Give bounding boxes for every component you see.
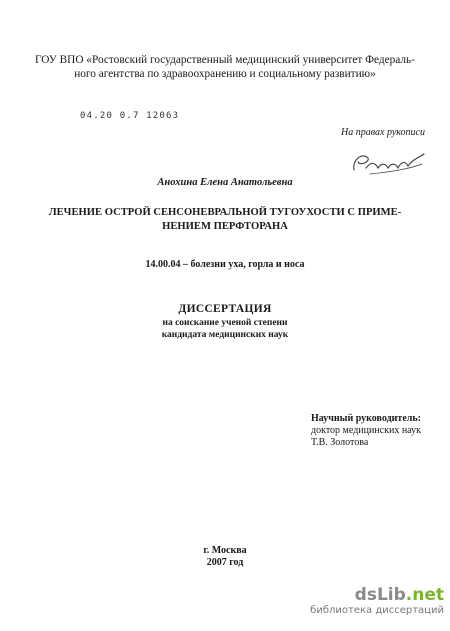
degree-line-1: на соискание ученой степени — [162, 318, 288, 328]
handwritten-signature-icon — [348, 140, 428, 180]
specialty-code: 14.00.04 – болезни уха, горла и носа — [145, 259, 305, 270]
watermark-logo — [268, 586, 444, 604]
registration-stamp: 04.20 0.7 12063 — [80, 111, 180, 121]
rights-note: На правах рукописи — [341, 127, 425, 138]
year: 2007 год — [206, 557, 244, 568]
scientific-advisor — [311, 413, 421, 449]
advisor-degree: доктор медицинских наук — [311, 425, 421, 436]
thesis-title-line-2: НЕНИЕМ ПЕРФТОРАНА — [162, 221, 288, 232]
watermark-tagline: библиотека диссертаций — [310, 605, 444, 616]
document-type: ДИССЕРТАЦИЯ — [178, 303, 272, 315]
thesis-title — [0, 206, 450, 234]
city: г. Москва — [203, 545, 247, 556]
institution-line-1: ГОУ ВПО «Ростовский государственный медицинский университет Федераль- — [35, 54, 415, 66]
degree-sought — [0, 318, 450, 341]
advisor-label: Научный руководитель: — [311, 413, 421, 424]
institution-header — [0, 53, 450, 81]
watermark-brand-suffix: .net — [405, 585, 444, 605]
advisor-name: Т.В. Золотова — [311, 437, 369, 448]
watermark — [268, 586, 444, 616]
watermark-brand-main: dsLib — [354, 585, 406, 605]
degree-line-2: кандидата медицинских наук — [161, 329, 289, 340]
thesis-title-line-1: ЛЕЧЕНИЕ ОСТРОЙ СЕНСОНЕВРАЛЬНОЙ ТУГОУХОСТИ С ПРИМЕ- — [48, 207, 402, 218]
author-name: Анохина Елена Анатольевна — [157, 177, 293, 188]
institution-line-2: ного агентства по здравоохранению и социальному развитию» — [74, 68, 376, 80]
place-and-year — [0, 545, 450, 569]
